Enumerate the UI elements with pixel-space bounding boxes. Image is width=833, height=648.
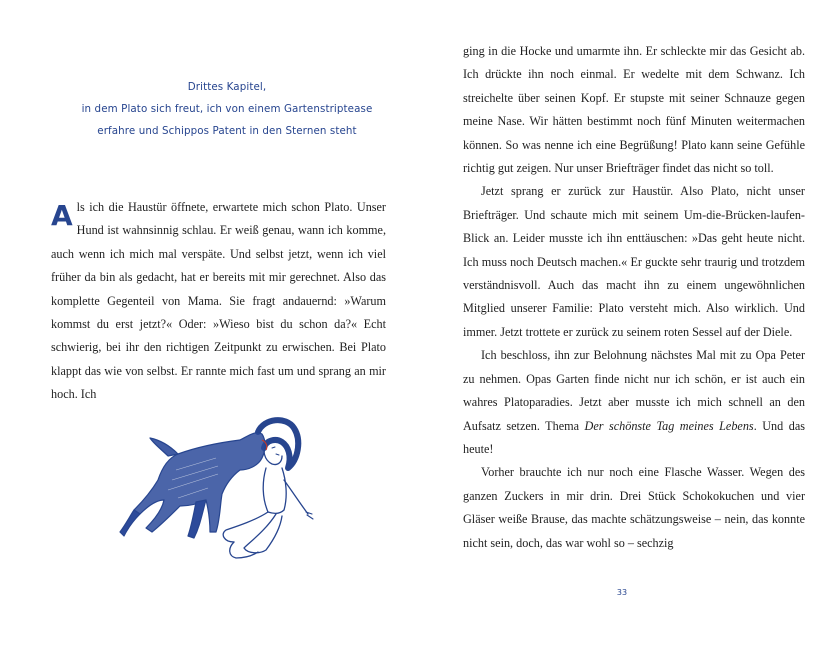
paragraph-wasser: Vorher brauchte ich nur noch eine Flasche Wasser. Wegen des ganzen Zuckers in mir drin. Drei Stück Schokokuchen und vier Gläser weiße Brause, das machte schätzungsweise – nein, das konnte nicht sein, doch, das war wohl so – sechzig — [463, 465, 805, 550]
right-page — [416, 0, 833, 648]
chapter-title-line-1: Drittes Kapitel, — [187, 81, 267, 93]
dog-licking-girl-illustration — [116, 410, 316, 565]
opening-paragraph — [51, 196, 386, 407]
paragraph-opa-peter-start: Ich beschloss, ihn zur Belohnung nächstes Mal mit zu Opa Peter zu nehmen. Opas Garten finde nicht nur ich schön, er ist auch ein wahres Platoparadies. Jetzt aber musste ich mich schnell an den Aufsatz setzen. Thema — [463, 348, 805, 433]
drop-cap: A — [51, 199, 73, 232]
paragraph-opa-peter — [463, 344, 805, 461]
chapter-title-line-2: in dem Plato sich freut, ich von einem Gartenstriptease — [81, 103, 373, 115]
right-page-text — [463, 40, 805, 555]
left-page-text — [51, 196, 386, 407]
paragraph-opa-peter-end: . Und das heute! — [463, 418, 805, 456]
chapter-title-line-3: erfahre und Schippos Patent in den Sternen steht — [97, 125, 357, 137]
left-page — [0, 0, 416, 648]
chapter-heading — [62, 76, 392, 142]
opening-paragraph-text: ls ich die Haustür öffnete, erwartete mich schon Plato. Unser Hund ist wahnsinnig schlau. Er weiß genau, wann ich komme, auch wenn ich mich mal verspäte. Und selbst jetzt, wenn ich viel früher da bin als gedacht, hat er bereits mit mir gerechnet. Also das komplette Gegenteil von Mama. Sie fragt andauernd: »Warum kommst du erst jetzt?« Oder: »Wieso bist du schon da?« Echt schwierig, bei ihr den richtigen Zeitpunkt zu erwischen. Bei Plato klappt das wie von selbst. Er rannte mich fast um und sprang an mir hoch. Ich — [51, 200, 386, 402]
page-number: 33 — [616, 588, 628, 597]
paragraph-continued: ging in die Hocke und umarmte ihn. Er schleckte mir das Gesicht ab. Ich drückte ihn noch einmal. Er wedelte mit dem Schwanz. Ich streichelte über seinen Kopf. Er stupste mit seiner Schnauze gegen meine Nase. Wir hätten bestimmt noch fünf Minuten weitermachen können. So was nenne ich eine Begrüßung! Plato kann seine Gefühle richtig gut zeigen. Nur unser Briefträger findet das nicht so toll. — [463, 44, 805, 176]
essay-title: Der schönste Tag meines Lebens — [584, 418, 754, 433]
paragraph-haustuer: Jetzt sprang er zurück zur Haustür. Also Plato, nicht unser Briefträger. Und schaute mich mit seinem Um-die-Brücken-laufen-Blick an. Leider musste ich ihn enttäuschen: »Das geht heute nicht. Ich muss noch Deutsch machen.« Er guckte sehr traurig und trotzdem verständnisvoll. Auch das macht ihn zu einem ungewöhnlichen Mitglied unserer Familie: Plato versteht mich. Also wirklich. Und immer. Jetzt trottete er zurück zu seinem roten Sessel auf der Diele. — [463, 184, 805, 339]
